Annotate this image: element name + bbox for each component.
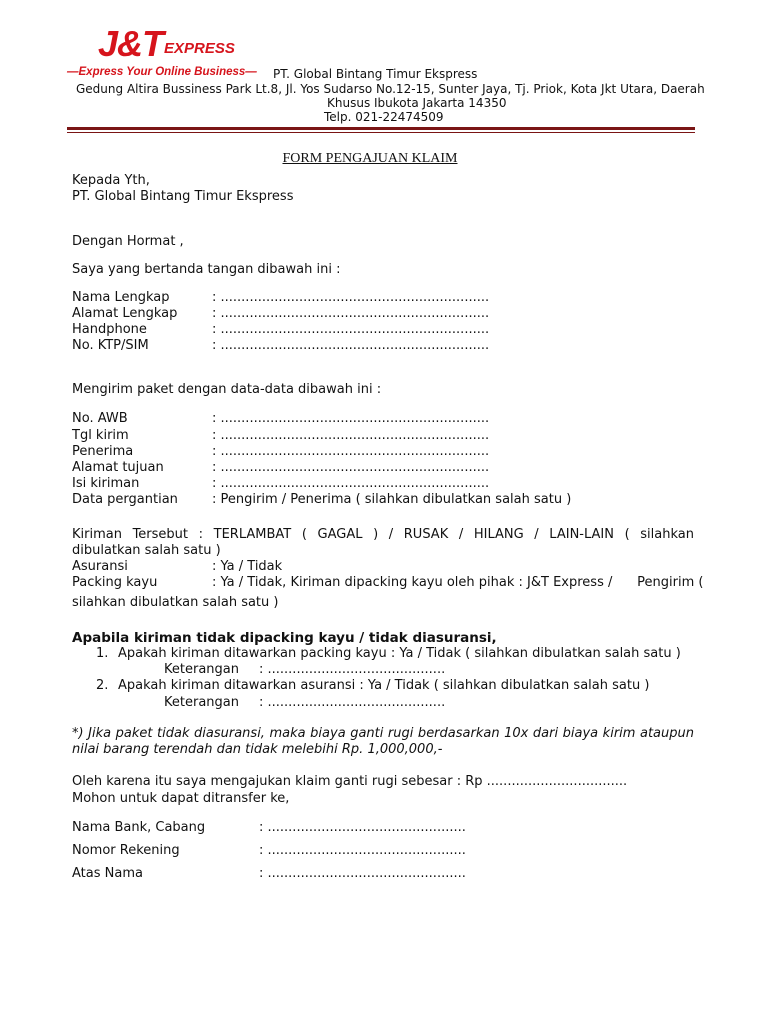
recipient-line2: PT. Global Bintang Timur Ekspress [72,189,294,204]
field-blank-tgl-kirim: : ................................................................. [212,428,490,443]
packing-line2: silahkan dibulatkan salah satu ) [72,595,279,610]
recipient-line1: Kepada Yth, [72,173,150,188]
question-1-note-blank: : ........................................... [259,662,446,677]
field-blank-alamat-tujuan: : ................................................................. [212,460,490,475]
footnote-line2: nilai barang terendah dan tidak melebihi Rp. 1,000,000,- [72,742,443,757]
question-1-number: 1. [96,646,109,661]
field-blank-handphone: : ................................................................. [212,322,490,337]
jnt-logo: $J\&T^{EXPRESS}$ [98,23,235,64]
field-label-packing: Packing kayu [72,575,158,590]
question-2-number: 2. [96,678,109,693]
company-address-line1: Gedung Altira Bussiness Park Lt.8, Jl. Yos Sudarso No.12-15, Sunter Jaya, Tj. Priok, Kota Jkt Utara, Daerah [76,82,705,96]
field-label-data-pergantian: Data pergantian [72,492,178,507]
field-label-awb: No. AWB [72,411,128,426]
field-label-nama: Nama Lengkap [72,290,170,305]
field-label-bank: Nama Bank, Cabang [72,820,206,835]
logo-tagline: —Express Your Online Business— [67,66,257,78]
field-label-alamat-tujuan: Alamat tujuan [72,460,164,475]
company-phone: Telp. 021-22474509 [324,110,444,124]
shipment-intro: Mengirim paket dengan data-data dibawah ini : [72,382,382,397]
question-2-note-label: Keterangan [164,695,239,710]
claim-amount-line: Oleh karena itu saya mengajukan klaim ganti rugi sebesar : Rp .................................. [72,774,628,789]
question-2-text: Apakah kiriman ditawarkan asuransi : Ya / Tidak ( silahkan dibulatkan salah satu ) [118,678,650,693]
field-blank-penerima: : ................................................................. [212,444,490,459]
field-label-tgl-kirim: Tgl kirim [72,428,129,443]
field-blank-nama: : ................................................................. [212,290,490,305]
field-value-data-pergantian: : Pengirim / Penerima ( silahkan dibulatkan salah satu ) [212,492,572,507]
question-1-note-label: Keterangan [164,662,239,677]
company-address-line2: Khusus Ibukota Jakarta 14350 [327,96,507,110]
header-rule-thick [67,127,695,130]
field-label-isi-kiriman: Isi kiriman [72,476,140,491]
field-label-penerima: Penerima [72,444,134,459]
field-value-packing: : Ya / Tidak, Kiriman dipacking kayu oleh pihak : J&T Express / Pengirim ( [212,575,704,590]
field-blank-isi-kiriman: : ................................................................. [212,476,490,491]
field-blank-ktp: : ................................................................. [212,338,490,353]
header-rule-thin [67,132,695,133]
form-title: FORM PENGAJUAN KLAIM [282,151,458,166]
greeting: Dengan Hormat , [72,234,184,249]
status-line1: Kiriman Tersebut : TERLAMBAT ( GAGAL ) / RUSAK / HILANG / LAIN-LAIN ( silahkan [72,527,694,542]
question-1-text: Apakah kiriman ditawarkan packing kayu : Ya / Tidak ( silahkan dibulatkan salah satu ) [118,646,681,661]
field-blank-awb: : ................................................................. [212,411,490,426]
field-label-rekening: Nomor Rekening [72,843,180,858]
question-2-note-blank: : ........................................... [259,695,446,710]
footnote-line1: *) Jika paket tidak diasuransi, maka biaya ganti rugi berdasarkan 10x dari biaya kirim ataupun [72,726,694,741]
field-label-alamat: Alamat Lengkap [72,306,178,321]
field-label-handphone: Handphone [72,322,147,337]
condition-heading: Apabila kiriman tidak dipacking kayu / tidak diasuransi, [72,630,497,646]
intro-text: Saya yang bertanda tangan dibawah ini : [72,262,341,277]
field-blank-bank: : ................................................ [259,820,466,835]
field-label-ktp: No. KTP/SIM [72,338,149,353]
claim-transfer-line: Mohon untuk dapat ditransfer ke, [72,791,290,806]
field-blank-alamat: : ................................................................. [212,306,490,321]
status-line2: dibulatkan salah satu ) [72,543,221,558]
field-value-asuransi: : Ya / Tidak [212,559,283,574]
field-label-asuransi: Asuransi [72,559,128,574]
field-blank-rekening: : ................................................ [259,843,466,858]
field-blank-atas-nama: : ................................................ [259,866,466,881]
field-label-atas-nama: Atas Nama [72,866,143,881]
company-name: PT. Global Bintang Timur Ekspress [273,67,478,81]
